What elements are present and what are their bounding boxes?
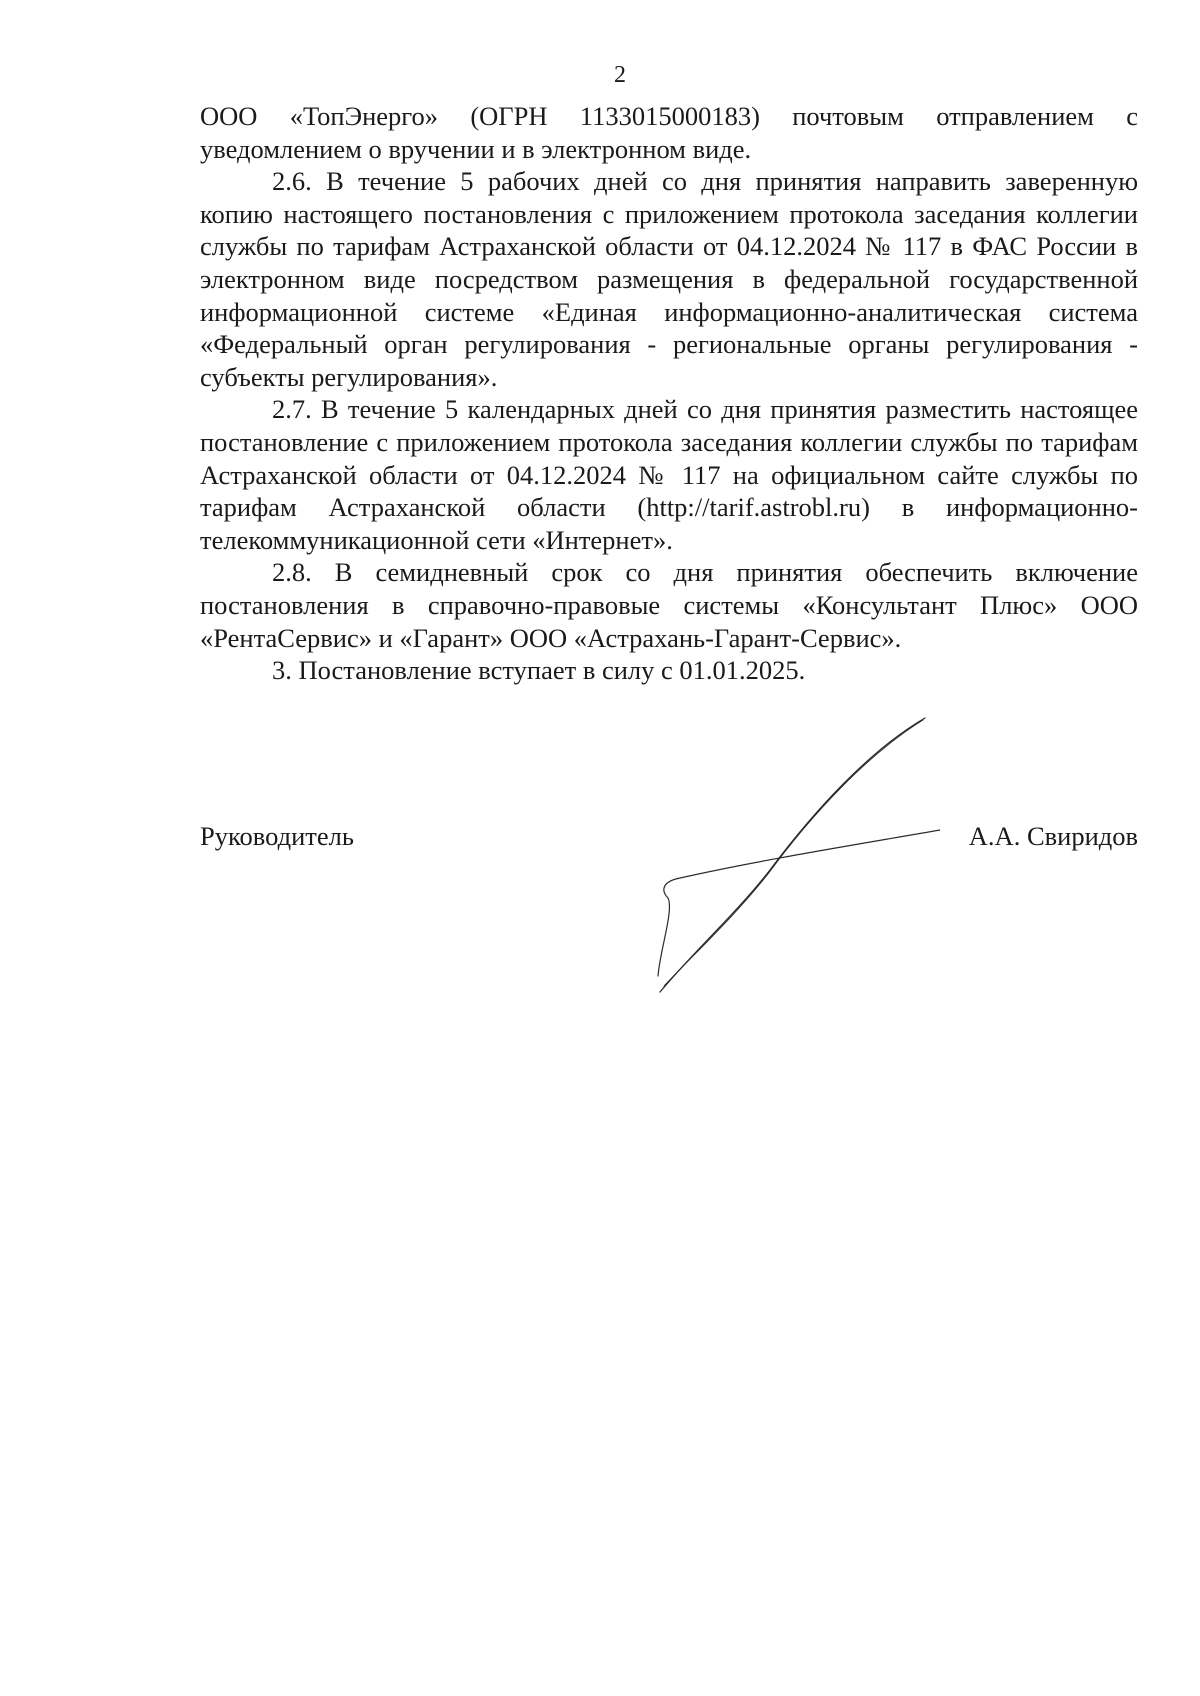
- paragraph-continuation: ООО «ТопЭнерго» (ОГРН 1133015000183) почтовым отправлением с уведомлением о вручении и в электронном виде.: [200, 101, 1138, 164]
- signatory-title: Руководитель: [200, 821, 354, 851]
- paragraph-2-8: 2.8. В семидневный срок со дня принятия обеспечить включение постановления в справочно-правовые системы «Консультант Плюс» ООО «РентаСервис» и «Гарант» ООО «Астрахань-Гарант-Сервис».: [200, 557, 1138, 653]
- paragraph-3: 3. Постановление вступает в силу с 01.01.2025.: [272, 655, 806, 686]
- page-number: 2: [614, 62, 626, 88]
- document-body: [200, 100, 1138, 687]
- paragraph-2-7: 2.7. В течение 5 календарных дней со дня принятия разместить настоящее постановление с приложением протокола заседания коллегии службы по тарифам Астраханской области от 04.12.2024 № 117 на официальном сайте службы по тарифам Астраханской области (http://tarif.astrobl.ru) в информационно-телекоммуникационной сети «Интернет».: [200, 394, 1138, 555]
- paragraph-2-6: 2.6. В течение 5 рабочих дней со дня принятия направить заверенную копию настоящего постановления с приложением протокола заседания коллегии службы по тарифам Астраханской области от 04.12.2024 № 117 в ФАС России в электронном виде посредством размещения в федеральной государственной информационной системе «Единая информационно-аналитическая система «Федеральный орган регулирования - региональные органы регулирования - субъекты регулирования».: [200, 166, 1138, 392]
- signature-block: [200, 820, 1138, 860]
- signatory-name: А.А. Свиридов: [968, 821, 1138, 851]
